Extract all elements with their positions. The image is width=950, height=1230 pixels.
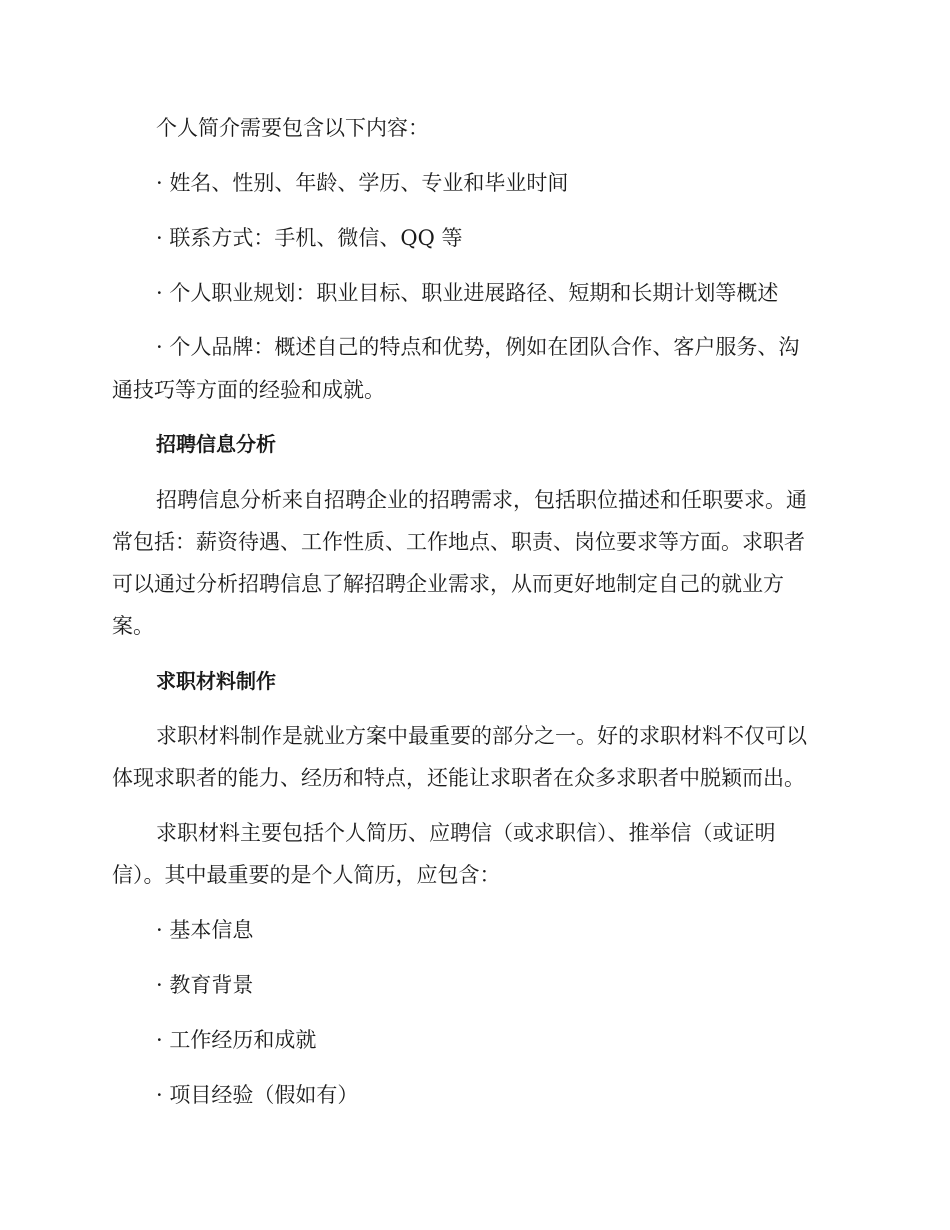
- materials-para2-line-2: 信）。其中最重要的是个人简历，应包含：: [112, 863, 501, 887]
- bullet-contact: · 联系方式：手机、微信、QQ 等: [156, 226, 463, 250]
- recruitment-line-3: 可以通过分析招聘信息了解招聘企业需求，从而更好地制定自己的就业方: [112, 572, 784, 596]
- recruitment-line-4: 案。: [112, 614, 154, 638]
- bullet-basic-information: · 基本信息: [156, 918, 254, 942]
- materials-para2-line-1: 求职材料主要包括个人简历、应聘信（或求职信）、推举信（或证明: [156, 821, 776, 845]
- section-heading-recruitment: 招聘信息分析: [156, 432, 276, 456]
- bullet-career-plan: · 个人职业规划：职业目标、职业进展路径、短期和长期计划等概述: [156, 281, 779, 305]
- bullet-work-experience: · 工作经历和成就: [156, 1028, 317, 1052]
- bullet-project-experience: · 项目经验（假如有）: [156, 1083, 359, 1107]
- recruitment-line-1: 招聘信息分析来自招聘企业的招聘需求，包括职位描述和任职要求。通: [156, 488, 807, 512]
- bullet-personal-brand-continued: 通技巧等方面的经验和成就。: [112, 378, 385, 402]
- section-heading-materials: 求职材料制作: [156, 669, 276, 693]
- intro-text: 个人简介需要包含以下内容：: [156, 116, 429, 140]
- bullet-education: · 教育背景: [156, 973, 254, 997]
- materials-para1-line-1: 求职材料制作是就业方案中最重要的部分之一。好的求职材料不仅可以: [156, 724, 807, 748]
- recruitment-line-2: 常包括：薪资待遇、工作性质、工作地点、职责、岗位要求等方面。求职者: [112, 530, 805, 554]
- bullet-personal-brand: · 个人品牌：概述自己的特点和优势，例如在团队合作、客户服务、沟: [156, 335, 800, 359]
- materials-para1-line-2: 体现求职者的能力、经历和特点，还能让求职者在众多求职者中脱颖而出。: [112, 766, 805, 790]
- bullet-basic-info: · 姓名、性别、年龄、学历、专业和毕业时间: [156, 171, 569, 195]
